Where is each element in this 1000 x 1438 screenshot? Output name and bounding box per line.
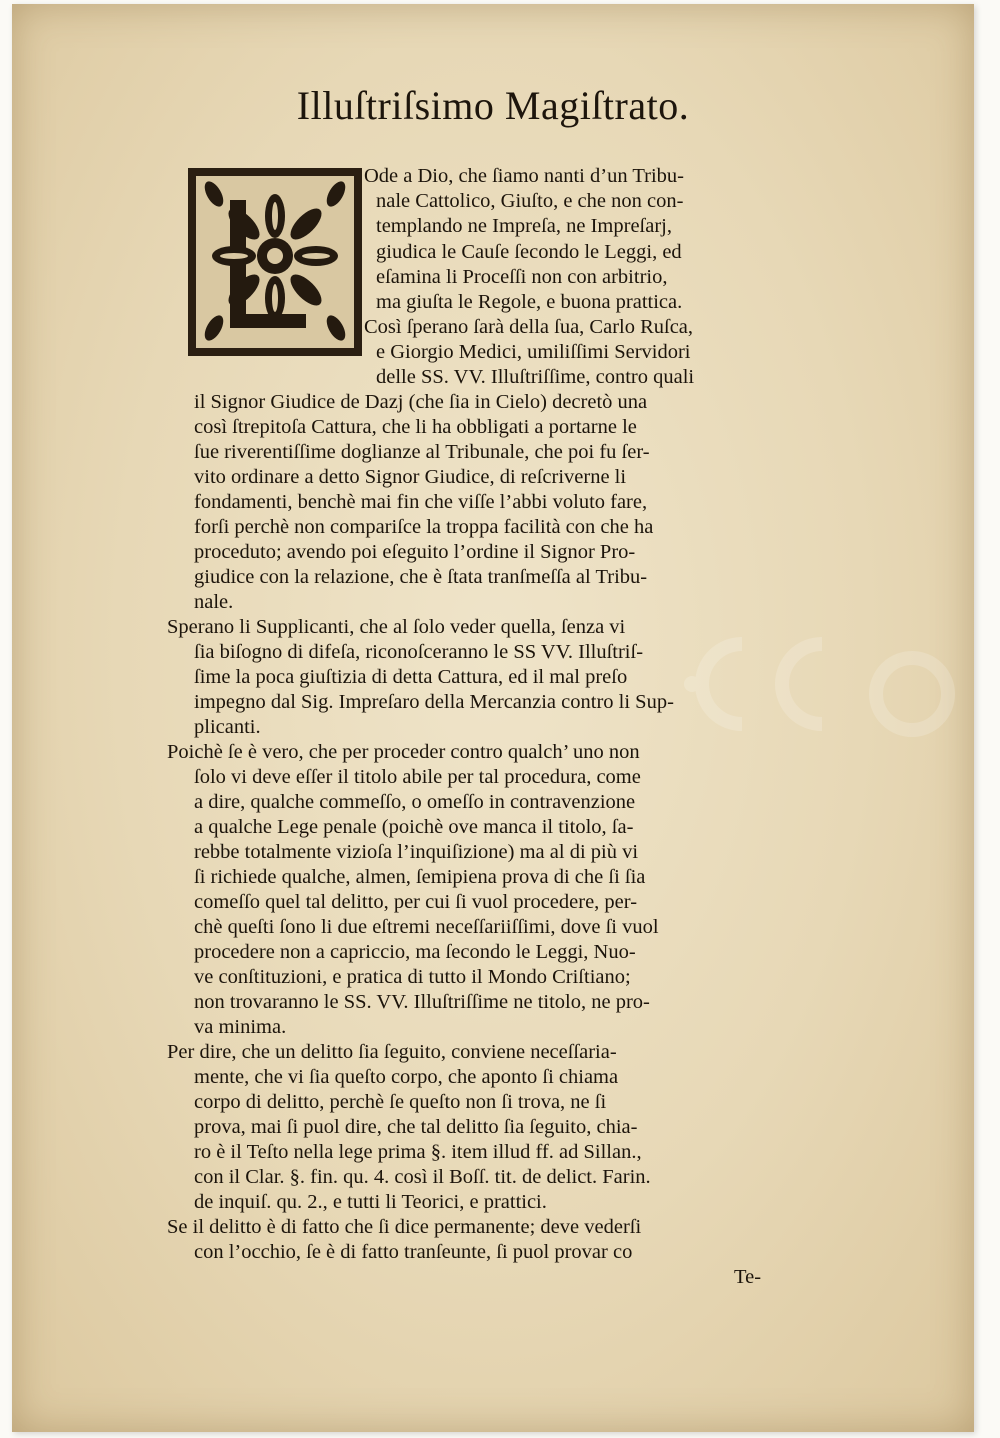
text-line: impegno dal Sig. Impreſaro della Mercanzia contro li Sup- (194, 691, 674, 713)
text-line: e Giorgio Medici, umiliſſimi Servidori (376, 341, 691, 363)
text-line: Poichè ſe è vero, che per proceder contro qualch’ uno non (167, 741, 640, 763)
text-line: nale Cattolico, Giuſto, e che non con- (376, 190, 684, 212)
text-line: Sperano li Supplicanti, che al ſolo veder quella, ſenza vi (167, 616, 626, 638)
text-line: prova, mai ſi puol dire, che tal delitto ſia ſeguito, chia- (194, 1116, 638, 1138)
text-line: delle SS. VV. Illuſtriſſime, contro quali (376, 366, 695, 388)
catchword: Te- (734, 1266, 762, 1288)
text-line: Per dire, che un delitto ſia ſeguito, conviene neceſſaria- (167, 1041, 617, 1063)
text-line: a dire, qualche commeſſo, o omeſſo in contravenzione (194, 791, 636, 813)
document-body (12, 4, 974, 1432)
text-line: ſime la poca giuſtizia di detta Cattura, ed il mal preſo (194, 666, 628, 688)
text-line: procedere non a capriccio, ma ſecondo le Leggi, Nuo- (194, 941, 636, 963)
text-line: proceduto; avendo poi eſeguito l’ordine il Signor Pro- (194, 541, 636, 563)
text-line: mente, che vi ſia queſto corpo, che aponto ſi chiama (194, 1066, 619, 1088)
text-line: plicanti. (194, 716, 261, 738)
text-line: ſi richiede qualche, almen, ſemipiena prova di che ſi ſia (194, 866, 646, 888)
text-line: così ſtrepitoſa Cattura, che li ha obbligati a portarne le (194, 416, 637, 438)
text-line: il Signor Giudice de Dazj (che ſia in Cielo) decretò una (194, 391, 648, 413)
page-title: Illuſtriſsimo Magiſtrato. (296, 83, 690, 128)
text-line: Così ſperano ſarà della ſua, Carlo Ruſca, (364, 316, 694, 338)
text-line: eſamina li Proceſſi non con arbitrio, (376, 266, 668, 288)
text-line: fondamenti, benchè mai fin che viſſe l’abbi voluto fare, (194, 491, 648, 513)
text-line: ſia biſogno di difeſa, riconoſceranno le SS VV. Illuſtriſ- (194, 641, 644, 663)
text-line: con il Clar. §. fin. qu. 4. così il Boſſ. tit. de delict. Farin. (194, 1166, 651, 1188)
text-line: de inquiſ. qu. 2., e tutti li Teorici, e prattici. (194, 1191, 547, 1213)
text-line: a qualche Lege penale (poichè ove manca il titolo, ſa- (194, 816, 634, 838)
text-line: ſolo vi deve eſſer il titolo abile per tal procedura, come (194, 766, 641, 788)
text-line: nale. (194, 591, 234, 613)
text-line: forſi perchè non compariſce la troppa facilità con che ha (194, 516, 654, 538)
text-line: con l’occhio, ſe è di fatto tranſeunte, ſi puol provar co (194, 1241, 633, 1263)
text-line: ma giuſta le Regole, e buona prattica. (376, 291, 683, 313)
text-line: va minima. (194, 1016, 287, 1038)
text-line: Ode a Dio, che ſiamo nanti d’un Tribu- (364, 165, 684, 187)
text-line: ſue riverentiſſime doglianze al Tribunale, che poi fu ſer- (194, 441, 650, 463)
text-line: non trovaranno le SS. VV. Illuſtriſſime ne titolo, ne pro- (194, 991, 650, 1013)
text-line: Se il delitto è di fatto che ſi dice permanente; deve vederſi (167, 1216, 642, 1238)
text-line: giudica le Cauſe ſecondo le Leggi, ed (376, 241, 682, 263)
text-line: templando ne Impreſa, ne Impreſarj, (376, 215, 672, 237)
text-line: comeſſo quel tal delitto, per cui ſi vuol procedere, per- (194, 891, 638, 913)
text-line: ve conſtituzioni, e pratica di tutto il Mondo Criſtiano; (194, 966, 631, 988)
text-line: vito ordinare a detto Signor Giudice, di reſcriverne li (194, 466, 627, 488)
text-line: giudice con la relazione, che è ſtata tranſmeſſa al Tribu- (194, 566, 648, 588)
text-line: corpo di delitto, perchè ſe queſto non ſi trova, ne ſi (194, 1091, 607, 1113)
document-page (12, 4, 974, 1432)
text-line: chè queſti ſono li due eſtremi neceſſariiſſimi, dove ſi vuol (194, 916, 659, 938)
text-line: ro è il Teſto nella lege prima §. item illud ff. ad Sillan., (194, 1141, 642, 1163)
text-line: rebbe totalmente vizioſa l’inquiſizione) ma al di più vi (194, 841, 639, 863)
